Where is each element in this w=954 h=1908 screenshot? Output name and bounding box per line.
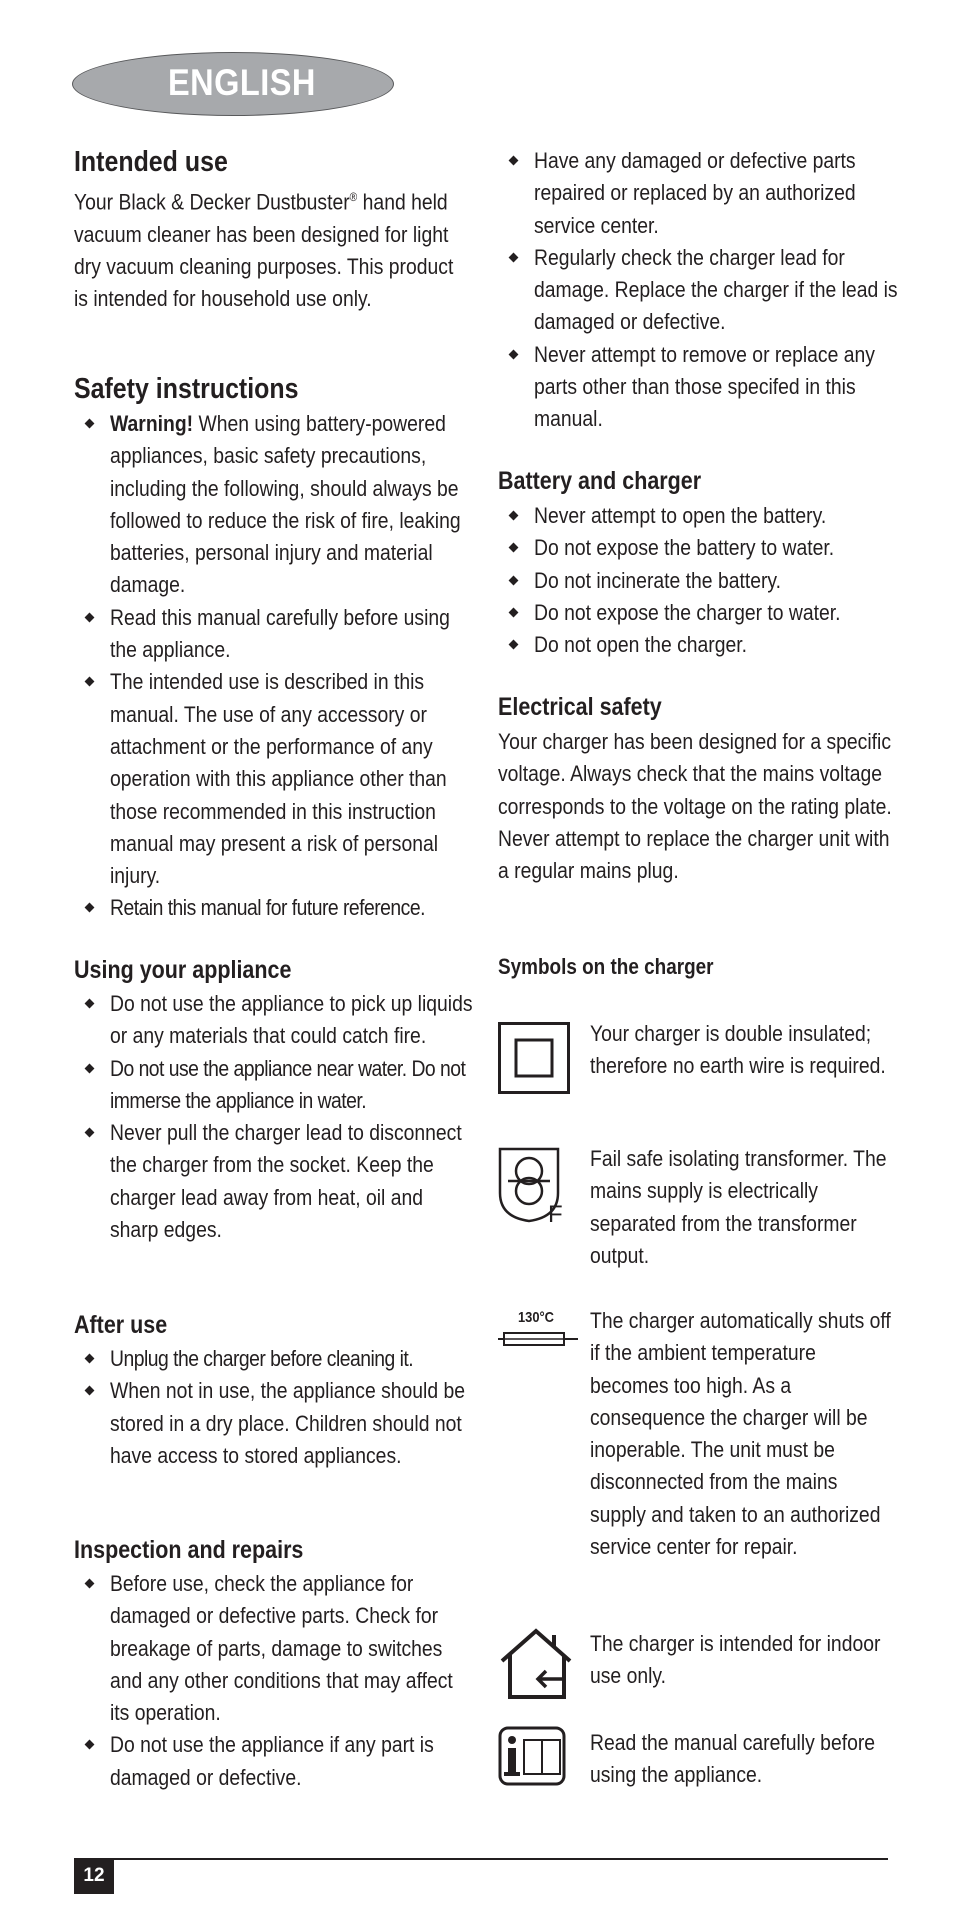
list-item: Do not incinerate the battery. [498, 565, 898, 597]
bullet-diamond-icon [85, 1740, 95, 1750]
list-item: Have any damaged or defective parts repaired or replaced by an authorized service center. [498, 145, 898, 242]
list-item: Warning! When using battery-powered appliances, basic safety precautions, including the following, should always be followed to reduce the risk of fire, leaking batteries, personal injury and material damage. [74, 408, 474, 602]
list-item: Unplug the charger before cleaning it. [74, 1343, 474, 1375]
bullet-diamond-icon [85, 999, 95, 1009]
after-use-heading: After use [74, 1311, 168, 1339]
list-item: Do not use the appliance to pick up liquids or any materials that could catch fire. [74, 988, 474, 1053]
language-label: ENGLISH [168, 62, 316, 103]
bullet-diamond-icon [509, 252, 519, 262]
symbols-heading: Symbols on the charger [498, 954, 714, 979]
intended-use-text: Your Black & Decker Dustbuster® hand held vacuum cleaner has been designed for light dry vacuum cleaning purposes. This product is intended for household use only. [74, 189, 454, 312]
list-item: Read this manual carefully before using the appliance. [74, 602, 474, 667]
thermal-fuse-icon [498, 1329, 578, 1349]
symbol-text: Fail safe isolating transformer. The mains supply is electrically separated from the transformer output. [590, 1146, 887, 1268]
bullet-diamond-icon [85, 903, 95, 913]
symbol-text: The charger automatically shuts off if the ambient temperature becomes too high. As a consequence the charger will be inoperable. The unit must be disconnected from the mains supply and taken to an authorized service center for repair. [590, 1308, 891, 1560]
bullet-diamond-icon [509, 349, 519, 359]
indoor-use-icon [498, 1627, 576, 1701]
thermal-fuse-label: 130°C [518, 1309, 554, 1326]
read-manual-icon [498, 1726, 566, 1786]
safety-list [74, 408, 474, 925]
bullet-diamond-icon [509, 640, 519, 650]
symbol-row [498, 1305, 898, 1595]
symbol-text: The charger is intended for indoor use only. [590, 1631, 881, 1689]
after-use-list [74, 1343, 474, 1472]
bullet-diamond-icon [509, 575, 519, 585]
electrical-safety-heading: Electrical safety [498, 693, 662, 721]
warning-label: Warning! [110, 411, 194, 436]
symbol-row [498, 1143, 898, 1273]
list-item: Never pull the charger lead to disconnect the charger from the socket. Keep the charger lead away from heat, oil and sharp edges. [74, 1117, 474, 1246]
symbol-text: Read the manual carefully before using the appliance. [590, 1730, 876, 1788]
language-badge [72, 52, 394, 116]
symbol-row [498, 1018, 898, 1118]
inspection-list-left [74, 1568, 474, 1794]
list-item: Do not use the appliance near water. Do not immerse the appliance in water. [74, 1053, 474, 1118]
list-item: Regularly check the charger lead for damage. Replace the charger if the lead is damaged or defective. [498, 242, 898, 339]
list-item: Never attempt to remove or replace any parts other than those specifed in this manual. [498, 339, 898, 436]
intended-use-heading: Intended use [74, 146, 228, 178]
list-item: Do not use the appliance if any part is damaged or defective. [74, 1729, 474, 1794]
bullet-diamond-icon [85, 419, 95, 429]
bullet-diamond-icon [85, 1579, 95, 1589]
bullet-diamond-icon [85, 612, 95, 622]
using-appliance-heading: Using your appliance [74, 956, 292, 984]
list-item: Never attempt to open the battery. [498, 500, 898, 532]
bullet-diamond-icon [509, 543, 519, 553]
bullet-diamond-icon [85, 1063, 95, 1073]
bullet-diamond-icon [85, 1386, 95, 1396]
list-item: The intended use is described in this manual. The use of any accessory or attachment or the performance of any operation with this appliance other than those recommended in this instruction manual may present a risk of personal injury. [74, 666, 474, 892]
electrical-safety-text: Your charger has been designed for a specific voltage. Always check that the mains voltage corresponds to the voltage on the rating plate. Never attempt to replace the charger unit with a regular mains plug. [498, 729, 892, 884]
bullet-diamond-icon [509, 511, 519, 521]
list-item: Do not expose the charger to water. [498, 597, 898, 629]
footer-rule [74, 1858, 888, 1860]
bullet-diamond-icon [85, 1354, 95, 1364]
safety-instructions-heading: Safety instructions [74, 373, 299, 405]
page-number: 12 [74, 1858, 114, 1894]
list-item: Retain this manual for future reference. [74, 892, 474, 924]
list-item: Do not open the charger. [498, 629, 898, 661]
list-item: When not in use, the appliance should be stored in a dry place. Children should not have access to stored appliances. [74, 1375, 474, 1472]
registered-mark: ® [349, 190, 358, 204]
list-item: Before use, check the appliance for damaged or defective parts. Check for breakage of parts, damage to switches and any other conditions that may affect its operation. [74, 1568, 474, 1729]
bullet-diamond-icon [509, 156, 519, 166]
battery-charger-heading: Battery and charger [498, 467, 702, 495]
transformer-icon-label: F [548, 1201, 563, 1228]
bullet-diamond-icon [509, 607, 519, 617]
list-item: Do not expose the battery to water. [498, 532, 898, 564]
bullet-diamond-icon [85, 677, 95, 687]
bullet-diamond-icon [85, 1128, 95, 1138]
symbol-row [498, 1627, 898, 1717]
using-list [74, 988, 474, 1246]
inspection-list-right [498, 145, 898, 436]
double-insulation-icon [498, 1022, 572, 1096]
inspection-heading: Inspection and repairs [74, 1536, 304, 1564]
battery-list [498, 500, 898, 661]
symbol-row [498, 1726, 898, 1816]
symbol-text: Your charger is double insulated; therefore no earth wire is required. [590, 1021, 886, 1079]
